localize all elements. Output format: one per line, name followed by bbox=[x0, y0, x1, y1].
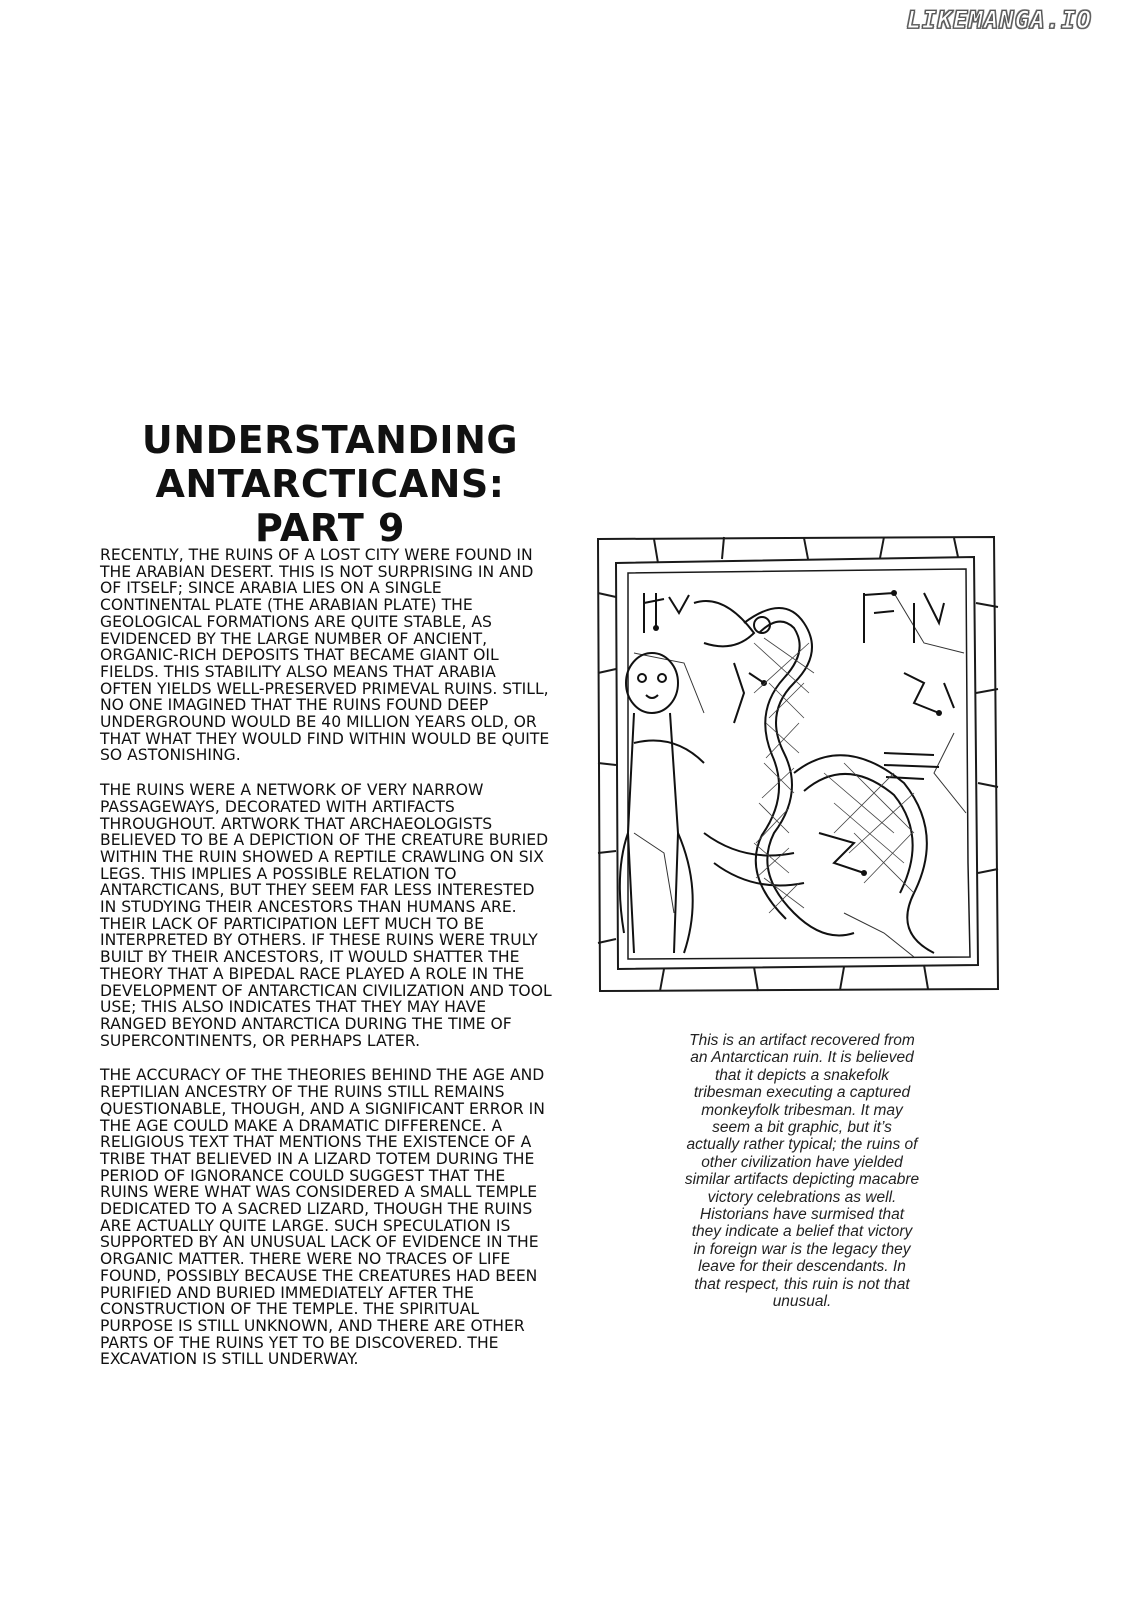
article-title bbox=[100, 418, 560, 550]
paragraph-2: THE RUINS WERE A NETWORK OF VERY NARROW PASSAGEWAYS, DECORATED WITH ARTIFACTS THROUGHOUT. ARTWORK THAT ARCHAEOLOGISTS BELIEVED TO BE A DEPICTION OF THE CREATURE BURIED WITHIN THE RUIN SHOWED A REPTILE CRAWLING ON SIX LEGS. THIS IMPLIES A POSSIBLE RELATION TO ANTARCTICANS, BUT THEY SEEM FAR LESS INTERESTED IN STUDYING THEIR ANCESTORS THAN HUMANS ARE. THEIR LACK OF PARTICIPATION LEFT MUCH TO BE INTERPRETED BY OTHERS. IF THESE RUINS WERE TRULY BUILT BY THEIR ANCESTORS, IT WOULD SHATTER THE THEORY THAT A BIPEDAL RACE PLAYED A ROLE IN THE DEVELOPMENT OF ANTARCTICAN CIVILIZATION AND TOOL USE; THIS ALSO INDICATES THAT THEY MAY HAVE RANGED BEYOND ANTARCTICA DURING THE TIME OF SUPERCONTINENTS, OR PERHAPS LATER. bbox=[100, 781, 552, 1050]
paragraph-1: RECENTLY, THE RUINS OF A LOST CITY WERE FOUND IN THE ARABIAN DESERT. THIS IS NOT SURPRISING IN AND OF ITSELF; SINCE ARABIA LIES ON A SINGLE CONTINENTAL PLATE (THE ARABIAN PLATE) THE GEOLOGICAL FORMATIONS ARE QUITE STABLE, AS EVIDENCED BY THE LARGE NUMBER OF ANCIENT, ORGANIC-RICH DEPOSITS THAT BECAME GIANT OIL FIELDS. THIS STABILITY ALSO MEANS THAT ARABIA OFTEN YIELDS WELL-PRESERVED PRIMEVAL RUINS. STILL, NO ONE IMAGINED THAT THE RUINS FOUND DEEP UNDERGROUND WOULD BE 40 MILLION YEARS OLD, OR THAT WHAT THEY WOULD FIND WITHIN WOULD BE QUITE SO ASTONISHING. bbox=[100, 546, 550, 765]
figure-caption: This is an artifact recovered from an Antarctican ruin. It is believed that it depicts a snakefolk tribesman executing a captured monkeyfolk tribesman. It may seem a bit graphic, but it’s actually rather typical; the ruins of other civilization have yielded similar artifacts depicting macabre victory celebrations as well. Historians have surmised that they indicate a belief that victory in foreign war is the legacy they leave for their descendants. In that respect, this ruin is not that unusual. bbox=[684, 1032, 920, 1311]
site-watermark: LIKEMANGA.IO bbox=[906, 6, 1092, 34]
artifact-illustration bbox=[594, 533, 1002, 995]
article-body bbox=[100, 547, 552, 1386]
title-line-1: UNDERSTANDING bbox=[141, 418, 519, 462]
title-line-2: ANTARCTICANS: PART 9 bbox=[155, 462, 505, 550]
paragraph-3: THE ACCURACY OF THE THEORIES BEHIND THE AGE AND REPTILIAN ANCESTRY OF THE RUINS STILL REMAINS QUESTIONABLE, THOUGH, AND A SIGNIFICANT ERROR IN THE AGE COULD MAKE A DRAMATIC DIFFERENCE. A RELIGIOUS TEXT THAT MENTIONS THE EXISTENCE OF A TRIBE THAT BELIEVED IN A LIZARD TOTEM DURING THE PERIOD OF IGNORANCE COULD SUGGEST THAT THE RUINS WERE WHAT WAS CONSIDERED A SMALL TEMPLE DEDICATED TO A SACRED LIZARD, THOUGH THE RUINS ARE ACTUALLY QUITE LARGE. SUCH SPECULATION IS SUPPORTED BY AN UNUSUAL LACK OF EVIDENCE IN THE ORGANIC MATTER. THERE WERE NO TRACES OF LIFE FOUND, POSSIBLY BECAUSE THE CREATURES HAD BEEN PURIFIED AND BURIED IMMEDIATELY AFTER THE CONSTRUCTION OF THE TEMPLE. THE SPIRITUAL PURPOSE IS STILL UNKNOWN, AND THERE ARE OTHER PARTS OF THE RUINS YET TO BE DISCOVERED. THE EXCAVATION IS STILL UNDERWAY. bbox=[100, 1066, 545, 1369]
